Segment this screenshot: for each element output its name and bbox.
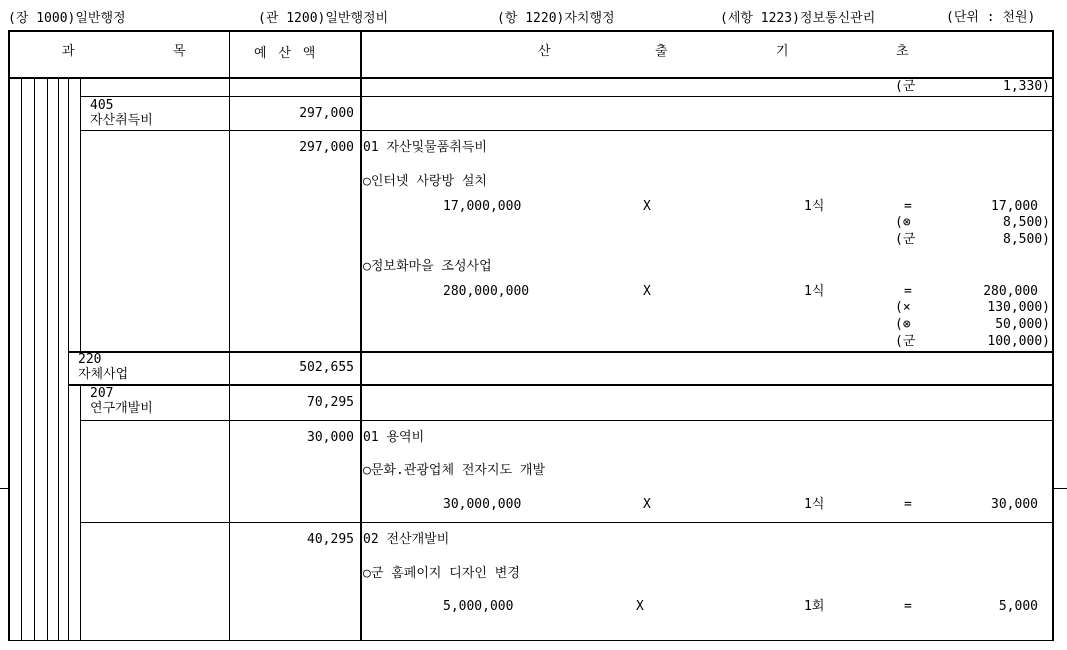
code-220: 220 bbox=[78, 352, 102, 367]
row-sep-220-bottom bbox=[68, 384, 1054, 386]
col-sep-basis bbox=[360, 30, 362, 640]
header-unit: (단위 : 천원) bbox=[946, 10, 1036, 25]
item2-f2-label: (⊗ bbox=[895, 317, 911, 332]
item2-title: ○정보화마을 조성사업 bbox=[363, 259, 492, 274]
item4-unit: 1회 bbox=[804, 599, 825, 614]
item1-qty: 17,000,000 bbox=[443, 199, 522, 214]
row-sep-405-bottom bbox=[80, 130, 1054, 131]
code-405: 405 bbox=[90, 98, 114, 113]
item1-unit: 1식 bbox=[804, 199, 825, 214]
item1-f1-value: 8,500) bbox=[1003, 215, 1050, 230]
item3-qty: 30,000,000 bbox=[443, 497, 522, 512]
item2-qty: 280,000,000 bbox=[443, 284, 530, 299]
name-220: 자체사업 bbox=[78, 367, 129, 382]
item2-f2-value: 50,000) bbox=[995, 317, 1050, 332]
item4-x: X bbox=[636, 599, 644, 614]
amount-s01b: 30,000 bbox=[307, 430, 354, 445]
item1-f1-label: (⊗ bbox=[895, 215, 911, 230]
indent-line-6a bbox=[80, 79, 81, 351]
indent-line-6b bbox=[80, 386, 81, 640]
row-sep-207-bottom bbox=[80, 420, 1054, 421]
name-405: 자산취득비 bbox=[90, 113, 153, 128]
header-jang: (장 1000)일반행정 bbox=[8, 11, 126, 26]
item4-title: ○군 홈페이지 디자인 변경 bbox=[363, 566, 520, 581]
item2-f1-label: (× bbox=[895, 300, 911, 315]
item2-f3-value: 100,000) bbox=[987, 334, 1050, 349]
item4-total: 5,000 bbox=[998, 599, 1038, 614]
indent-line-2 bbox=[34, 79, 35, 640]
table-left-border bbox=[8, 30, 10, 640]
indent-line-4 bbox=[58, 79, 59, 640]
item3-unit: 1식 bbox=[804, 497, 825, 512]
item4-eq: = bbox=[904, 599, 912, 614]
item2-total: 280,000 bbox=[983, 284, 1038, 299]
row-sep-220-top bbox=[68, 351, 1054, 353]
item3-x: X bbox=[643, 497, 651, 512]
amount-207: 70,295 bbox=[307, 395, 354, 410]
page-break-mark-left bbox=[0, 488, 8, 489]
item2-f3-label: (군 bbox=[895, 334, 916, 349]
code-207: 207 bbox=[90, 386, 114, 401]
title-s01: 01 자산및물품취득비 bbox=[363, 140, 487, 155]
col-header-basis-4: 초 bbox=[896, 44, 909, 59]
amount-s02: 40,295 bbox=[307, 532, 354, 547]
header-hang: (항 1220)자치행정 bbox=[497, 11, 615, 26]
amount-220: 502,655 bbox=[299, 360, 354, 375]
top-gun-label: (군 bbox=[895, 79, 916, 94]
row-sep-02-top bbox=[80, 522, 1054, 523]
item1-f2-label: (군 bbox=[895, 232, 916, 247]
col-header-basis-3: 기 bbox=[776, 44, 789, 59]
title-s01b: 01 용역비 bbox=[363, 430, 425, 445]
col-header-basis-2: 출 bbox=[655, 44, 668, 59]
item3-eq: = bbox=[904, 497, 912, 512]
title-s02: 02 전산개발비 bbox=[363, 532, 450, 547]
item1-x: X bbox=[643, 199, 651, 214]
item2-x: X bbox=[643, 284, 651, 299]
col-header-mok: 목 bbox=[173, 44, 186, 59]
table-top-border bbox=[8, 30, 1054, 32]
table-right-border bbox=[1052, 30, 1054, 640]
indent-line-3 bbox=[47, 79, 48, 640]
item1-title: ○인터넷 사랑방 설치 bbox=[363, 174, 487, 189]
page-break-mark-right bbox=[1054, 488, 1067, 489]
name-207: 연구개발비 bbox=[90, 401, 153, 416]
amount-s01: 297,000 bbox=[299, 140, 354, 155]
item2-f1-value: 130,000) bbox=[987, 300, 1050, 315]
item4-qty: 5,000,000 bbox=[443, 599, 514, 614]
header-gwan: (관 1200)일반행정비 bbox=[258, 11, 389, 26]
col-header-basis-1: 산 bbox=[538, 44, 551, 59]
item2-unit: 1식 bbox=[804, 284, 825, 299]
col-header-gwa: 과 bbox=[62, 44, 75, 59]
item1-f2-value: 8,500) bbox=[1003, 232, 1050, 247]
top-gun-value: 1,330) bbox=[1003, 79, 1050, 94]
item3-total: 30,000 bbox=[991, 497, 1038, 512]
item3-title: ○문화.관광업체 전자지도 개발 bbox=[363, 463, 546, 478]
item1-total: 17,000 bbox=[991, 199, 1038, 214]
item2-eq: = bbox=[904, 284, 912, 299]
row-sep-405-top bbox=[80, 96, 1054, 97]
indent-line-5 bbox=[68, 79, 69, 640]
header-sehang: (세항 1223)정보통신관리 bbox=[720, 11, 876, 26]
col-header-budget: 예 산 액 bbox=[254, 46, 318, 61]
indent-line-1 bbox=[21, 79, 22, 640]
col-sep-budget bbox=[229, 30, 230, 640]
item1-eq: = bbox=[904, 199, 912, 214]
table-bottom-border bbox=[8, 640, 1054, 641]
amount-405: 297,000 bbox=[299, 106, 354, 121]
